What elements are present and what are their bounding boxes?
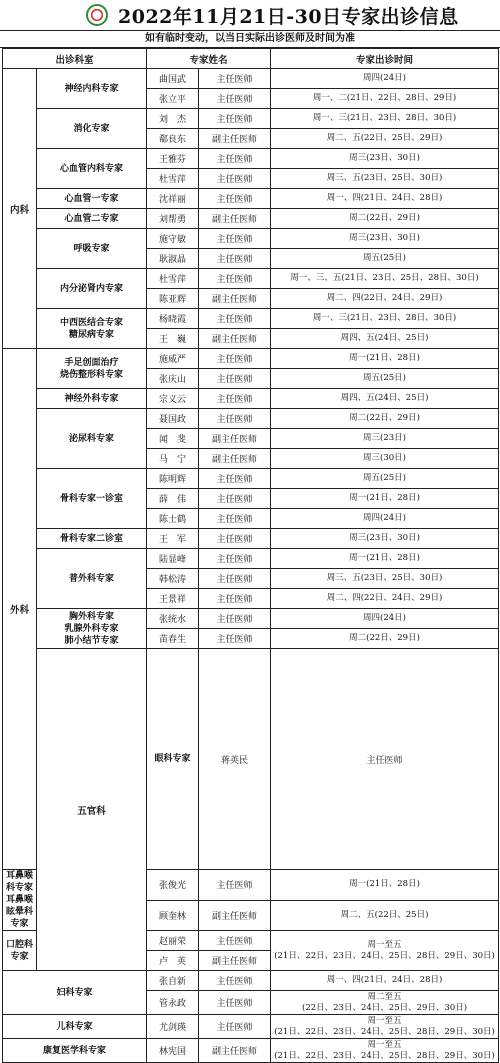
doctor-name: 郗良东 (147, 129, 199, 149)
doctor-title: 主任医师 (199, 589, 271, 609)
dept-cell: 神经内科专家 (37, 69, 147, 109)
table-header-row (3, 49, 499, 69)
doctor-name: 宗义云 (147, 389, 199, 409)
doctor-title: 主任医师 (271, 649, 499, 870)
doctor-title: 主任医师 (199, 69, 271, 89)
doctor-title: 主任医师 (199, 509, 271, 529)
doctor-name: 杜雪萍 (147, 269, 199, 289)
dept-cell: 内分泌肾内专家 (37, 269, 147, 309)
schedule-time: 周三(30日) (271, 449, 499, 469)
schedule-time: 周一、二(21日、22日、28日、29日) (271, 89, 499, 109)
table-row (3, 389, 499, 409)
doctor-title: 主任医师 (199, 870, 271, 901)
doctor-name: 闻 斐 (147, 429, 199, 449)
doctor-title: 副主任医师 (199, 900, 271, 931)
doctor-title: 主任医师 (199, 149, 271, 169)
schedule-time: 周三(23日、30日) (271, 149, 499, 169)
table-row (3, 1039, 499, 1063)
doctor-title: 主任医师 (199, 469, 271, 489)
dept-cell: 妇科专家 (3, 971, 147, 1015)
schedule-time: 周四、五(24日、25日) (271, 329, 499, 349)
doctor-title: 主任医师 (199, 349, 271, 369)
schedule-time: 周四(24日) (271, 609, 499, 629)
doctor-name: 蒋英民 (199, 649, 271, 870)
doctor-name: 马 宁 (147, 449, 199, 469)
doctor-title: 副主任医师 (199, 449, 271, 469)
doctor-title: 副主任医师 (199, 129, 271, 149)
hospital-logo (86, 4, 108, 26)
table-row (3, 269, 499, 289)
schedule-body (3, 69, 499, 1063)
table-row (3, 69, 499, 89)
doctor-name: 刘帮勇 (147, 209, 199, 229)
doctor-name: 张自新 (147, 971, 199, 991)
header-dept: 出诊科室 (3, 49, 147, 69)
doctor-name: 林宪国 (147, 1039, 199, 1063)
doctor-title: 主任医师 (199, 931, 271, 951)
dept-cell: 骨科专家一诊室 (37, 469, 147, 529)
doctor-title: 副主任医师 (199, 1039, 271, 1063)
doctor-title: 主任医师 (199, 549, 271, 569)
doctor-name: 陈亚辉 (147, 289, 199, 309)
dept-cell: 眼科专家 (147, 649, 199, 870)
schedule-time: 周一(21日、28日) (271, 549, 499, 569)
schedule-time: 周三(23日) (271, 429, 499, 449)
doctor-title: 主任医师 (199, 629, 271, 649)
doctor-name: 苗春生 (147, 629, 199, 649)
schedule-time: 周一(21日、28日) (271, 489, 499, 509)
schedule-time: 周五(25日) (271, 469, 499, 489)
doctor-title: 主任医师 (199, 89, 271, 109)
schedule-time: 周一至五 (21日、22日、23日、24日、25日、28日、29日、30日) (271, 931, 499, 971)
schedule-time: 周三(23日、30日) (271, 529, 499, 549)
doctor-title: 主任医师 (199, 971, 271, 991)
doctor-title: 主任医师 (199, 109, 271, 129)
doctor-title: 主任医师 (199, 529, 271, 549)
doctor-name: 王景祥 (147, 589, 199, 609)
table-row (3, 309, 499, 329)
schedule-time: 周四、五(24日、25日) (271, 389, 499, 409)
table-row (3, 349, 499, 369)
schedule-time: 周二、四(22日、24日、29日) (271, 289, 499, 309)
table-row (3, 209, 499, 229)
doctor-title: 副主任医师 (199, 209, 271, 229)
doctor-name: 杨晓霞 (147, 309, 199, 329)
dept-cell: 手足创面治疗 烧伤整形科专家 (37, 349, 147, 389)
schedule-time: 周一、四(21日、24日、28日) (271, 189, 499, 209)
schedule-time: 周二(22日、29日) (271, 409, 499, 429)
schedule-time: 周一、三(21日、23日、28日、30日) (271, 309, 499, 329)
dept-cell: 康复医学科专家 (3, 1039, 147, 1063)
table-row (3, 529, 499, 549)
doctor-name: 张统水 (147, 609, 199, 629)
dept-cell: 骨科专家二诊室 (37, 529, 147, 549)
schedule-time: 周三(23日、30日) (271, 229, 499, 249)
table-row (3, 649, 499, 870)
doctor-name: 施守敏 (147, 229, 199, 249)
doctor-name: 尤剑瑛 (147, 1015, 199, 1039)
dept-cell: 口腔科专家 (3, 931, 37, 971)
header-name: 专家姓名 (147, 49, 271, 69)
table-row (3, 149, 499, 169)
dept-cell: 心血管内科专家 (37, 149, 147, 189)
doctor-name: 聂国政 (147, 409, 199, 429)
doctor-title: 主任医师 (199, 409, 271, 429)
dept-cell: 呼吸专家 (37, 229, 147, 269)
page-title: 2022年11月21日-30日专家出诊信息 (118, 6, 459, 28)
category-cell: 五官科 (37, 649, 147, 971)
doctor-title: 主任医师 (199, 1015, 271, 1039)
doctor-name: 陈士鹤 (147, 509, 199, 529)
doctor-title: 主任医师 (199, 309, 271, 329)
doctor-name: 施威严 (147, 349, 199, 369)
doctor-title: 主任医师 (199, 609, 271, 629)
schedule-time: 周二(22日、29日) (271, 209, 499, 229)
dept-cell: 胸外科专家 乳腺外科专家 肺小结节专家 (37, 609, 147, 649)
doctor-title: 主任医师 (199, 569, 271, 589)
category-cell: 内科 (3, 69, 37, 349)
doctor-name: 顾奎林 (147, 900, 199, 931)
table-row (3, 1015, 499, 1039)
doctor-name: 刘 杰 (147, 109, 199, 129)
doctor-name: 王 巍 (147, 329, 199, 349)
table-row (3, 189, 499, 209)
doctor-title: 主任医师 (199, 369, 271, 389)
doctor-title: 副主任医师 (199, 329, 271, 349)
doctor-title: 主任医师 (199, 249, 271, 269)
table-row (3, 109, 499, 129)
schedule-time: 周五(25日) (271, 249, 499, 269)
doctor-name: 张庆山 (147, 369, 199, 389)
category-cell: 外科 (3, 349, 37, 870)
dept-cell: 神经外科专家 (37, 389, 147, 409)
doctor-title: 主任医师 (199, 189, 271, 209)
doctor-name: 管永政 (147, 991, 199, 1015)
doctor-name: 陆显峰 (147, 549, 199, 569)
schedule-time: 周一至五 (21日、22日、23日、24日、25日、28日、29日、30日) (271, 1015, 499, 1039)
doctor-name: 耿淑晶 (147, 249, 199, 269)
schedule-time: 周一、三(21日、23日、28日、30日) (271, 109, 499, 129)
schedule-time: 周一至五 (21日、22日、23日、24日、25日、28日、29日、30日) (271, 1039, 499, 1063)
doctor-name: 赵丽荣 (147, 931, 199, 951)
doctor-title: 主任医师 (199, 991, 271, 1015)
notice-text: 如有临时变动，以当日实际出诊医师及时间为准 (0, 31, 500, 48)
schedule-time: 周二至五 (22日、23日、24日、25日、29日、30日) (271, 991, 499, 1015)
doctor-name: 薛 伟 (147, 489, 199, 509)
schedule-time: 周四(24日) (271, 509, 499, 529)
dept-cell: 儿科专家 (3, 1015, 147, 1039)
doctor-title: 副主任医师 (199, 951, 271, 971)
table-row (3, 469, 499, 489)
dept-cell: 消化专家 (37, 109, 147, 149)
doctor-title: 主任医师 (199, 489, 271, 509)
doctor-name: 张俊光 (147, 870, 199, 901)
schedule-time: 周二、五(22日、25日) (271, 900, 499, 931)
table-row (3, 409, 499, 429)
doctor-name: 张立平 (147, 89, 199, 109)
dept-cell: 心血管一专家 (37, 189, 147, 209)
doctor-title: 主任医师 (199, 269, 271, 289)
schedule-time: 周三、五(23日、25日、30日) (271, 569, 499, 589)
doctor-name: 陈明辉 (147, 469, 199, 489)
dept-cell: 中西医结合专家 糖尿病专家 (37, 309, 147, 349)
table-row (3, 609, 499, 629)
schedule-time: 周一、四(21日、24日、28日) (271, 971, 499, 991)
doctor-title: 副主任医师 (199, 429, 271, 449)
schedule-time: 周一(21日、28日) (271, 349, 499, 369)
header-time: 专家出诊时间 (271, 49, 499, 69)
schedule-time: 周五(25日) (271, 369, 499, 389)
doctor-name: 杜雪萍 (147, 169, 199, 189)
doctor-title: 副主任医师 (199, 289, 271, 309)
schedule-time: 周二、四(22日、24日、29日) (271, 589, 499, 609)
schedule-table (2, 48, 499, 1063)
doctor-name: 曲国武 (147, 69, 199, 89)
doctor-title: 主任医师 (199, 229, 271, 249)
page-header (0, 0, 500, 31)
schedule-time: 周一(21日、28日) (271, 870, 499, 901)
doctor-title: 主任医师 (199, 169, 271, 189)
dept-cell: 耳鼻喉科专家 耳鼻喉眩晕科专家 (3, 870, 37, 931)
doctor-name: 沈祥丽 (147, 189, 199, 209)
table-row (3, 549, 499, 569)
dept-cell: 心血管二专家 (37, 209, 147, 229)
doctor-name: 卢 英 (147, 951, 199, 971)
schedule-time: 周一、三、五(21日、23日、25日、28日、30日) (271, 269, 499, 289)
doctor-name: 韩松涛 (147, 569, 199, 589)
doctor-name: 王 军 (147, 529, 199, 549)
dept-cell: 泌尿科专家 (37, 409, 147, 469)
schedule-time: 周二(22日、29日) (271, 629, 499, 649)
doctor-name: 王雅芬 (147, 149, 199, 169)
schedule-time: 周二、五(22日、25日、29日) (271, 129, 499, 149)
doctor-title: 主任医师 (199, 389, 271, 409)
table-row (3, 971, 499, 991)
dept-cell: 普外科专家 (37, 549, 147, 609)
schedule-time: 周四(24日) (271, 69, 499, 89)
schedule-time: 周三、五(23日、25日、30日) (271, 169, 499, 189)
table-row (3, 229, 499, 249)
